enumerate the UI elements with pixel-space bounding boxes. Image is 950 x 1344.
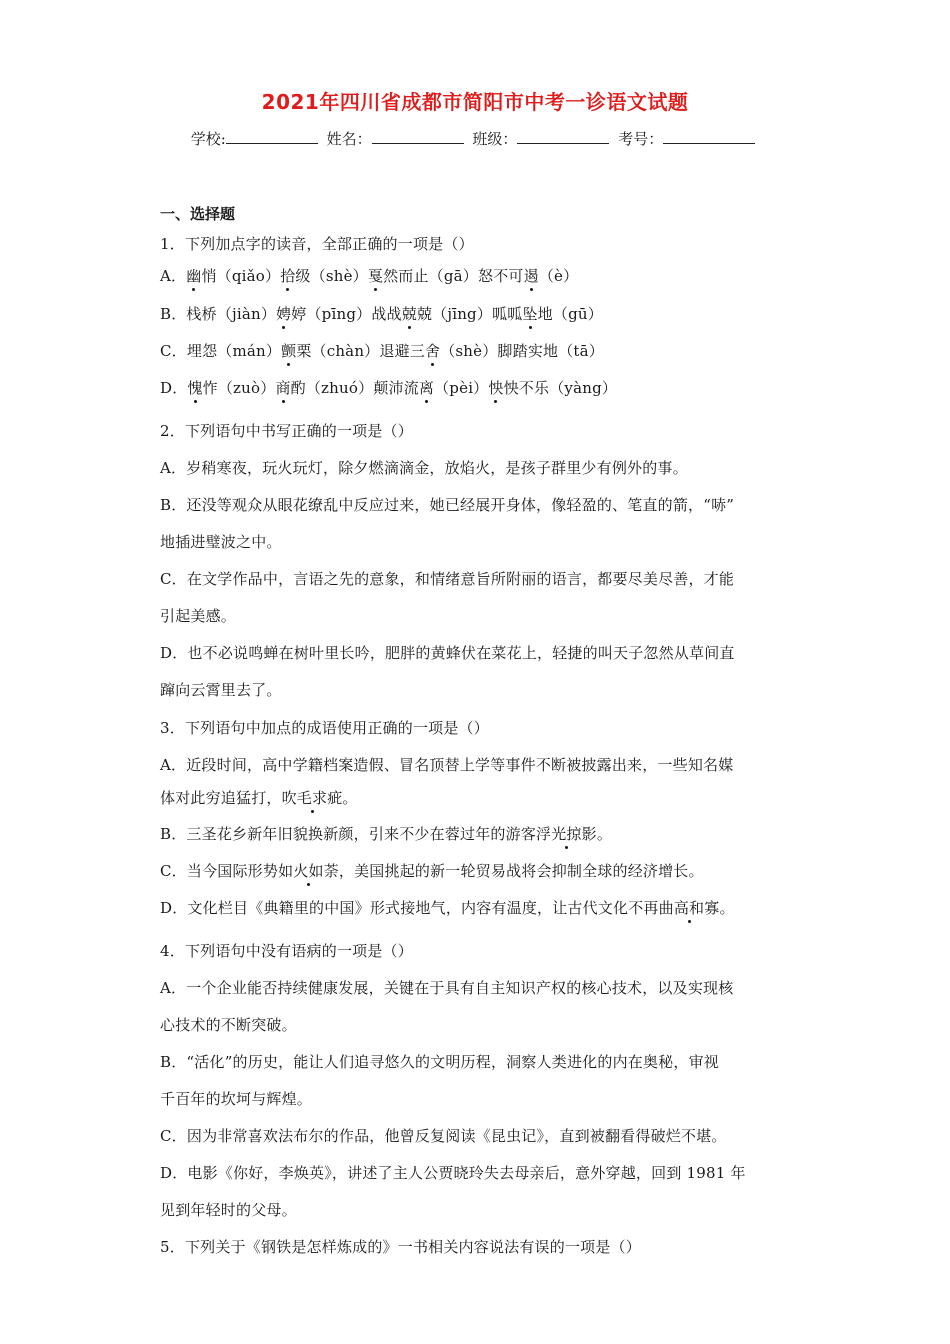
name-blank [372,129,464,144]
question-4-option-a-cont: 心技术的不断突破。 [160,1016,297,1034]
school-label: 学校: [190,130,226,148]
dotted-text: 曲高和寡 [658,899,720,917]
class-label: 班级： [472,130,518,148]
text-segment: 体对此穷追猛打， [160,789,282,807]
text-segment: 酌（zhuó）颠沛流 [290,379,419,397]
text-segment: 兢（jīng）呱呱 [416,305,523,323]
question-3-option-b [160,823,612,844]
class-blank [517,129,609,144]
text-segment: （shè）脚踏实地（tā） [440,342,604,360]
text-segment: 然而止（gā）怒不可 [383,267,524,285]
question-2-option-a: A．岁稍寒夜，玩火玩灯，除夕燃滴滴金，放焰火，是孩子群里少有例外的事。 [160,459,688,477]
question-3-option-c [160,860,704,881]
dotted-text: 坠 [522,305,538,323]
text-segment: D． [160,379,188,397]
text-segment: C．当今国际形势 [160,862,279,880]
question-2-stem: 2．下列语句中书写正确的一项是（） [160,422,413,440]
question-1-option-d [160,377,617,398]
dotted-text: 吹毛求疵 [281,789,343,807]
dotted-text: 怏 [488,379,504,397]
text-segment: 。 [719,899,735,917]
section-heading: 一、选择题 [160,205,236,223]
question-4-option-d: D．电影《你好，李焕英》，讲述了主人公贾晓玲失去母亲后，意外穿越，回到 1981 年 [160,1164,746,1182]
text-segment: 级（shè） [295,267,368,285]
text-segment: A． [160,267,187,285]
dotted-text: 如火如荼 [278,862,339,880]
dotted-text: 拾 [280,267,296,285]
text-segment: （qiǎo） [216,267,281,285]
text-segment: （è） [538,267,579,285]
school-blank [226,129,318,144]
question-4-option-b-cont: 千百年的坎坷与辉煌。 [160,1090,313,1108]
question-2-option-c-cont: 引起美感。 [160,607,237,625]
dotted-text: 离 [418,379,435,397]
name-label: 姓名： [326,130,372,148]
student-info-line [0,128,950,149]
question-4-stem: 4．下列语句中没有语病的一项是（） [160,942,413,960]
question-3-option-a-cont [160,787,358,808]
text-segment: 栗（chàn）退避三 [296,342,425,360]
dotted-text: 舍 [424,342,441,360]
text-segment: 。 [342,789,358,807]
dotted-text: 戛 [367,267,384,285]
text-segment: 婷（pīng）战战 [291,305,402,323]
text-segment: B．三圣花乡新年旧貌换新颜，引来不少在蓉过年的游客 [160,825,537,843]
text-segment: C．埋怨（mán） [160,342,282,360]
question-5-stem: 5．下列关于《钢铁是怎样炼成的》一书相关内容说法有误的一项是（） [160,1238,641,1256]
question-2-option-b-cont: 地插进璧波之中。 [160,533,282,551]
question-3-stem: 3．下列语句中加点的成语使用正确的一项是（） [160,719,489,737]
question-1-option-c [160,340,604,361]
question-1-option-b [160,303,603,324]
question-3-option-d [160,897,735,918]
dotted-text: 商 [275,379,291,397]
dotted-text: 兢 [401,305,417,323]
text-segment: ，美国挑起的新一轮贸易战将会抑制全球的经济增长。 [338,862,704,880]
question-4-option-b: B．“活化”的历史，能让人们追寻悠久的文明历程，洞察人类进化的内在奥秘，审视 [160,1053,719,1071]
question-2-option-c: C．在文学作品中，言语之先的意象，和情绪意旨所附丽的语言，都要尽美尽善，才能 [160,570,735,588]
dotted-text: 遏 [523,267,539,285]
question-3-option-a: A．近段时间，高中学籍档案造假、冒名顶替上学等事件不断被披露出来，一些知名媒 [160,756,734,774]
question-4-option-d-cont: 见到年轻时的父母。 [160,1201,297,1219]
text-segment: （pèi） [434,379,489,397]
question-2-option-b: B．还没等观众从眼花缭乱中反应过来，她已经展开身体，像轻盈的、笔直的箭，“哧” [160,496,735,514]
question-1-stem: 1．下列加点字的读音，全部正确的一项是（） [160,235,474,253]
question-4-option-a: A．一个企业能否持续健康发展，关键在于具有自主知识产权的核心技术，以及实现核 [160,979,734,997]
dotted-text: 幽 [186,267,202,285]
text-segment: D．文化栏目《典籍里的中国》形式接地气，内容有温度，让古代文化不再 [160,899,659,917]
question-1-option-a [160,265,578,286]
text-segment: 悄 [201,267,217,285]
dotted-text: 浮光掠影 [536,825,597,843]
exam-no-label: 考号： [618,130,664,148]
dotted-text: 颤 [281,342,297,360]
text-segment: B．栈桥（jiàn） [160,305,277,323]
text-segment: 怍（zuò） [202,379,276,397]
text-segment: 地（gū） [537,305,603,323]
text-segment: 。 [596,825,613,843]
question-2-option-d-cont: 蹿向云霄里去了。 [160,681,282,699]
page-title: 2021年四川省成都市简阳市中考一诊语文试题 [261,90,689,114]
exam-no-blank [663,129,755,144]
dotted-text: 愧 [187,379,203,397]
text-segment: 怏不乐（yàng） [503,379,618,397]
dotted-text: 娉 [276,305,292,323]
question-2-option-d: D．也不必说鸣蝉在树叶里长吟，肥胖的黄蜂伏在菜花上，轻捷的叫天子忽然从草间直 [160,644,735,662]
question-4-option-c: C．因为非常喜欢法布尔的作品，他曾反复阅读《昆虫记》，直到被翻看得破烂不堪。 [160,1127,727,1145]
